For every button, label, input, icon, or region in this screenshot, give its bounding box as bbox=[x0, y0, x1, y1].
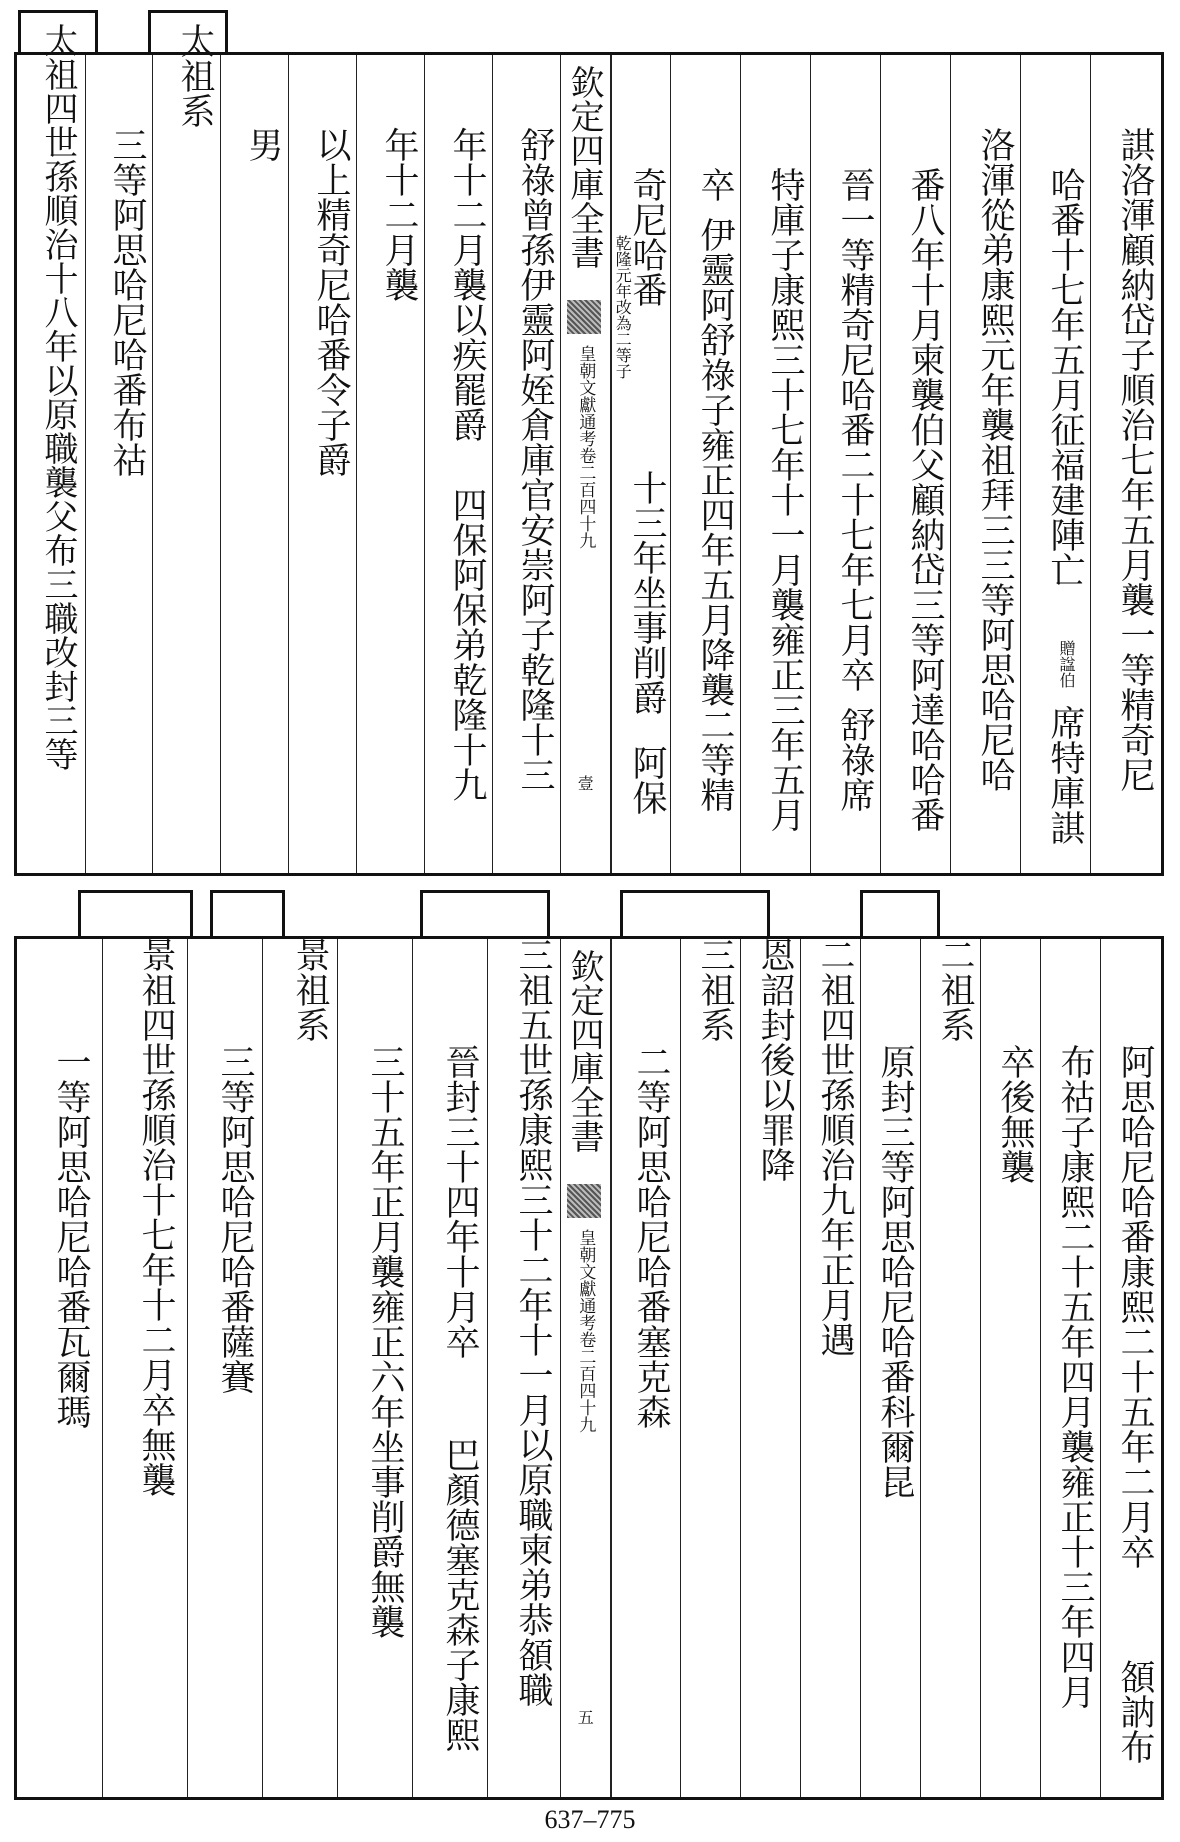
top-left-col-6: 太祖系 bbox=[175, 23, 215, 128]
top-col-1: 諆洛渾顧納岱子順治七年五月襲一等精奇尼 bbox=[1115, 127, 1155, 792]
top-col-8-tail2: 阿保 bbox=[627, 745, 667, 815]
top-left-col-1: 舒祿曾孫伊靈阿姪倉庫官安崇阿子乾隆十三 bbox=[515, 127, 555, 792]
top-col-8-note: 乾隆元年改為二等子 bbox=[613, 235, 633, 379]
bottom-left-col-1: 三祖五世孫康熙三十二年十一月以原職柬弟恭頟職 bbox=[513, 937, 553, 1707]
bottom-gutter bbox=[560, 939, 612, 1797]
top-left-col-4: 以上精奇尼哈番令子爵 bbox=[311, 127, 351, 477]
bottom-left-col-2: 晉封三十四年十月卒 bbox=[440, 1044, 480, 1359]
bottom-left-col-3: 三十五年正月襲雍正六年坐事削爵無襲 bbox=[365, 1044, 405, 1639]
top-col-5-tail: 舒祿席 bbox=[835, 707, 875, 812]
top-col-7-tail: 伊靈阿舒祿子雍正四年五月降襲二等精 bbox=[695, 217, 735, 812]
top-col-8: 奇尼哈番 bbox=[627, 167, 667, 307]
bottom-tab-4 bbox=[620, 890, 770, 940]
top-col-7: 卒 bbox=[695, 167, 735, 202]
top-col-6: 特庫子康熙三十七年十一月襲雍正三年五月 bbox=[765, 167, 805, 832]
top-right-block bbox=[610, 55, 1160, 873]
top-col-3: 洛渾從弟康熙元年襲祖拜三三等阿思哈尼哈 bbox=[975, 127, 1015, 792]
top-left-col-5: 男 bbox=[243, 127, 283, 162]
bottom-left-block bbox=[17, 939, 560, 1797]
top-gutter-sub: 皇朝文獻通考卷二百四十九 bbox=[575, 345, 596, 549]
bottom-col-9: 二等阿思哈尼哈番塞克森 bbox=[631, 1044, 671, 1429]
top-gutter-title: 欽定四庫全書 bbox=[564, 65, 604, 269]
bottom-col-8: 三祖系 bbox=[695, 937, 735, 1042]
top-left-col-2: 年十二月襲以疾罷爵 bbox=[447, 127, 487, 442]
bottom-gutter-page: 五 bbox=[575, 1709, 595, 1725]
bottom-col-3: 卒後無襲 bbox=[995, 1044, 1035, 1184]
bottom-tab-2 bbox=[210, 890, 285, 940]
top-gutter bbox=[560, 55, 612, 873]
bottom-right-block bbox=[610, 939, 1160, 1797]
top-col-5: 晉一等精奇尼哈番二十七年七月卒 bbox=[835, 167, 875, 692]
top-left-col-8: 太祖四世孫順治十八年以原職襲父布三職改封三等 bbox=[38, 23, 78, 771]
bottom-col-1: 阿思哈尼哈番康熙二十五年二月卒 bbox=[1115, 1044, 1155, 1569]
bottom-tab-5 bbox=[860, 890, 940, 940]
top-col-4: 番八年十月柬襲伯父顧納岱三等阿達哈哈番 bbox=[905, 167, 945, 832]
top-page bbox=[0, 0, 1180, 880]
bottom-left-col-6: 景祖四世孫順治十七年十二月卒無襲 bbox=[136, 937, 176, 1497]
top-left-col-7: 三等阿思哈尼哈番布祜 bbox=[107, 127, 147, 477]
bottom-left-col-7: 一等阿思哈尼哈番瓦爾瑪 bbox=[51, 1044, 91, 1429]
top-col-2-tail: 席特庫諆 bbox=[1045, 705, 1085, 845]
bottom-col-7: 恩詔封後以罪降 bbox=[755, 937, 795, 1182]
bottom-left-col-5: 三等阿思哈尼哈番薩賽 bbox=[215, 1044, 255, 1394]
bottom-gutter-sub: 皇朝文獻通考卷二百四十九 bbox=[575, 1229, 596, 1433]
bottom-col-2: 布祜子康熙二十五年四月襲雍正十三年四月 bbox=[1055, 1044, 1095, 1709]
bottom-tab-3 bbox=[420, 890, 550, 940]
top-left-block bbox=[17, 23, 560, 873]
bottom-col-5: 原封三等阿思哈尼哈番科爾昆 bbox=[875, 1044, 915, 1499]
bottom-col-6: 二祖四世孫順治九年正月遇 bbox=[815, 937, 855, 1357]
bottom-page bbox=[0, 890, 1180, 1805]
top-left-col-3: 年十二月襲 bbox=[379, 127, 419, 302]
bottom-col-4: 二祖系 bbox=[935, 937, 975, 1042]
bottom-gutter-seal bbox=[567, 1184, 601, 1218]
top-gutter-seal bbox=[567, 300, 601, 334]
page-number-footer: 637–775 bbox=[544, 1805, 636, 1834]
bottom-left-col-4: 景祖系 bbox=[290, 937, 330, 1042]
top-col-8-tail: 十三年坐事削爵 bbox=[627, 470, 667, 715]
top-left-col-2-tail: 四保阿保弟乾隆十九 bbox=[447, 487, 487, 802]
bottom-gutter-title: 欽定四庫全書 bbox=[564, 949, 604, 1153]
top-col-2-note: 贈諡伯 bbox=[1057, 640, 1076, 688]
bottom-col-1-tail: 頟訥布 bbox=[1115, 1659, 1155, 1764]
top-col-2: 哈番十七年五月征福建陣亡 bbox=[1045, 167, 1085, 587]
bottom-left-col-2-tail: 巴顏德塞克森子康熙 bbox=[440, 1437, 480, 1752]
top-gutter-page: 壹 bbox=[575, 775, 595, 791]
bottom-tab-1 bbox=[78, 890, 193, 940]
